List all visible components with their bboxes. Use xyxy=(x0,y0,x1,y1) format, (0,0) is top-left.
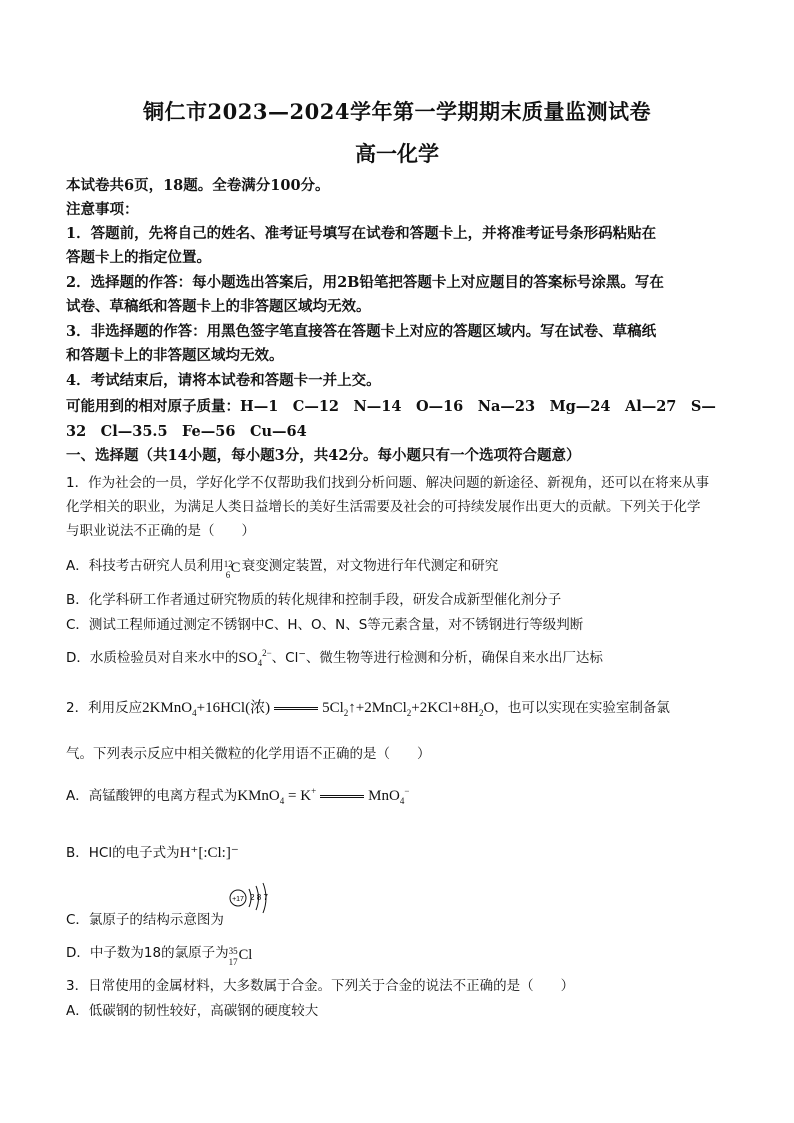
exam-title: 铜仁市2023—2024学年第一学期期末质量监测试卷 xyxy=(143,99,651,124)
permanganate-charge: − xyxy=(404,786,410,796)
note-2b: 试卷、草稿纸和答题卡上的非答题区域均无效。 xyxy=(66,298,371,315)
section-heading: 一、选择题（共14小题，每小题3分，共42分。每小题只有一个选项符合题意） xyxy=(66,447,581,464)
note-3a: 3．非选择题的作答：用黑色签字笔直接答在答题卡上对应的答题区域内。写在试卷、草稿纸 xyxy=(66,323,657,340)
q2-option-a-pre: A．高锰酸钾的电离方程式为 xyxy=(66,788,238,804)
sulfate-ion xyxy=(238,650,271,666)
potassium-charge: + xyxy=(311,786,317,796)
q1-option-a-pre: A．科技考古研究人员利用 xyxy=(66,558,224,574)
q2-option-b-pre: B．HCl的电子式为 xyxy=(66,845,180,861)
eq-oxygen: O xyxy=(483,700,495,716)
note-4: 4．考试结束后，请将本试卷和答题卡一并上交。 xyxy=(66,372,381,389)
reaction-equation xyxy=(142,700,494,716)
ionization-arrow xyxy=(320,795,364,798)
eq-kmno4: 2KMnO xyxy=(142,700,193,716)
cl-isotope-number: 17 xyxy=(228,957,238,967)
q2-option-d xyxy=(66,943,253,967)
sulfate-charge: 2− xyxy=(262,648,272,658)
electron-shells: 2 8 7 xyxy=(250,893,268,902)
isotope-mass: 12 xyxy=(223,559,233,569)
eq-h2o-sub: 2 xyxy=(479,708,484,718)
note-2a: 2．选择题的作答：每小题选出答案后，用2B铅笔把答题卡上对应题目的答案标号涂黑。写在 xyxy=(66,274,664,291)
q1-option-d-post: 、微生物等进行检测和分析，确保自来水出厂达标 xyxy=(305,650,603,666)
q2-option-b xyxy=(66,843,239,863)
q1-stem-a: 1．作为社会的一员，学好化学不仅帮助我们找到分析问题、解决问题的新途径、新视角，还可以在将来从事 xyxy=(66,475,710,491)
q3-stem: 3．日常使用的金属材料，大多数属于合金。下列关于合金的说法不正确的是（ ） xyxy=(66,978,575,994)
hcl-electron-formula: H⁺[:Cl:]⁻ xyxy=(179,845,239,861)
q2-option-a xyxy=(66,786,409,806)
q1-stem-c: 与职业说法不正确的是（ ） xyxy=(66,523,255,539)
permanganate: MnO xyxy=(368,788,400,804)
potassium-ion: = K xyxy=(288,788,312,804)
exam-summary: 本试卷共6页，18题。全卷满分100分。 xyxy=(66,177,330,194)
notes-heading: 注意事项： xyxy=(66,201,139,218)
q2-stem-post: ，也可以实现在实验室制备氯 xyxy=(494,700,670,716)
eq-cl2-sub: 2 xyxy=(343,708,349,718)
q1-option-d-pre: D．水质检验员对自来水中的 xyxy=(66,650,239,666)
ionization-equation xyxy=(237,788,409,804)
equals-arrow xyxy=(274,707,318,710)
atomic-masses-a: 可能用到的相对原子质量：H—1 C—12 N—14 O—16 Na—23 Mg—24 Al—27 S— xyxy=(66,398,716,415)
subject-title: 高一化学 xyxy=(355,141,439,166)
q2-stem-a xyxy=(66,698,670,718)
q1-option-c: C．测试工程师通过测定不锈钢中C、H、O、N、S等元素含量，对不锈钢进行等级判断 xyxy=(66,617,584,633)
q1-stem-b: 化学相关的职业，为满足人类日益增长的美好生活需要及社会的可持续发展作出更大的贡献。下列关于化学 xyxy=(66,499,701,515)
note-3b: 和答题卡上的非答题区域均无效。 xyxy=(66,347,284,364)
chloride-ion: 、Cl xyxy=(271,650,299,666)
permanganate-sub: 4 xyxy=(399,796,405,806)
note-1b: 答题卡上的指定位置。 xyxy=(66,249,211,266)
q1-option-a xyxy=(66,556,499,580)
cl-isotope-symbol: Cl xyxy=(238,947,253,963)
isotope-number: 6 xyxy=(225,570,231,580)
q3-option-a: A．低碳钢的韧性较好，高碳钢的硬度较大 xyxy=(66,1003,319,1019)
chloride-charge: − xyxy=(298,649,306,660)
q1-option-d xyxy=(66,648,603,668)
sulfate-symbol: SO xyxy=(238,650,258,666)
eq-kcl-h2o: +2KCl+8H xyxy=(411,700,480,716)
q2-stem-b: 气。下列表示反应中相关微粒的化学用语不正确的是（ ） xyxy=(66,746,431,762)
eq-cl2: 5Cl xyxy=(322,700,344,716)
eq-mncl2-sub: 2 xyxy=(406,708,412,718)
eq-mncl2: ↑+2MnCl xyxy=(348,700,407,716)
sulfate-subscript: 4 xyxy=(257,658,263,668)
atomic-masses-b: 32 Cl—35.5 Fe—56 Cu—64 xyxy=(66,423,307,440)
q2-stem-pre: 2．利用反应 xyxy=(66,700,143,716)
isotope-symbol: C xyxy=(230,560,241,576)
q2-option-c-label: C．氯原子的结构示意图为 xyxy=(66,912,224,928)
nucleus-charge: +17 xyxy=(232,896,244,903)
eq-kmno4-sub: 4 xyxy=(192,708,197,718)
chlorine-atom-diagram xyxy=(228,880,280,920)
q1-option-b: B．化学科研工作者通过研究物质的转化规律和控制手段，研发合成新型催化剂分子 xyxy=(66,592,562,608)
q1-option-a-post: 衰变测定装置，对文物进行年代测定和研究 xyxy=(241,558,499,574)
eq-hcl: +16HCl(浓) xyxy=(196,700,271,716)
q2-option-d-pre: D．中子数为18的氯原子为 xyxy=(66,945,229,961)
chlorine-isotope xyxy=(228,944,253,967)
kmno4: KMnO xyxy=(237,788,280,804)
cl-isotope-mass: 35 xyxy=(228,946,238,956)
carbon-isotope xyxy=(223,557,242,580)
note-1a: 1．答题前，先将自己的姓名、准考证号填写在试卷和答题卡上，并将准考证号条形码粘贴在 xyxy=(66,225,657,242)
kmno4-sub: 4 xyxy=(279,796,285,806)
q2-option-c xyxy=(66,910,224,930)
